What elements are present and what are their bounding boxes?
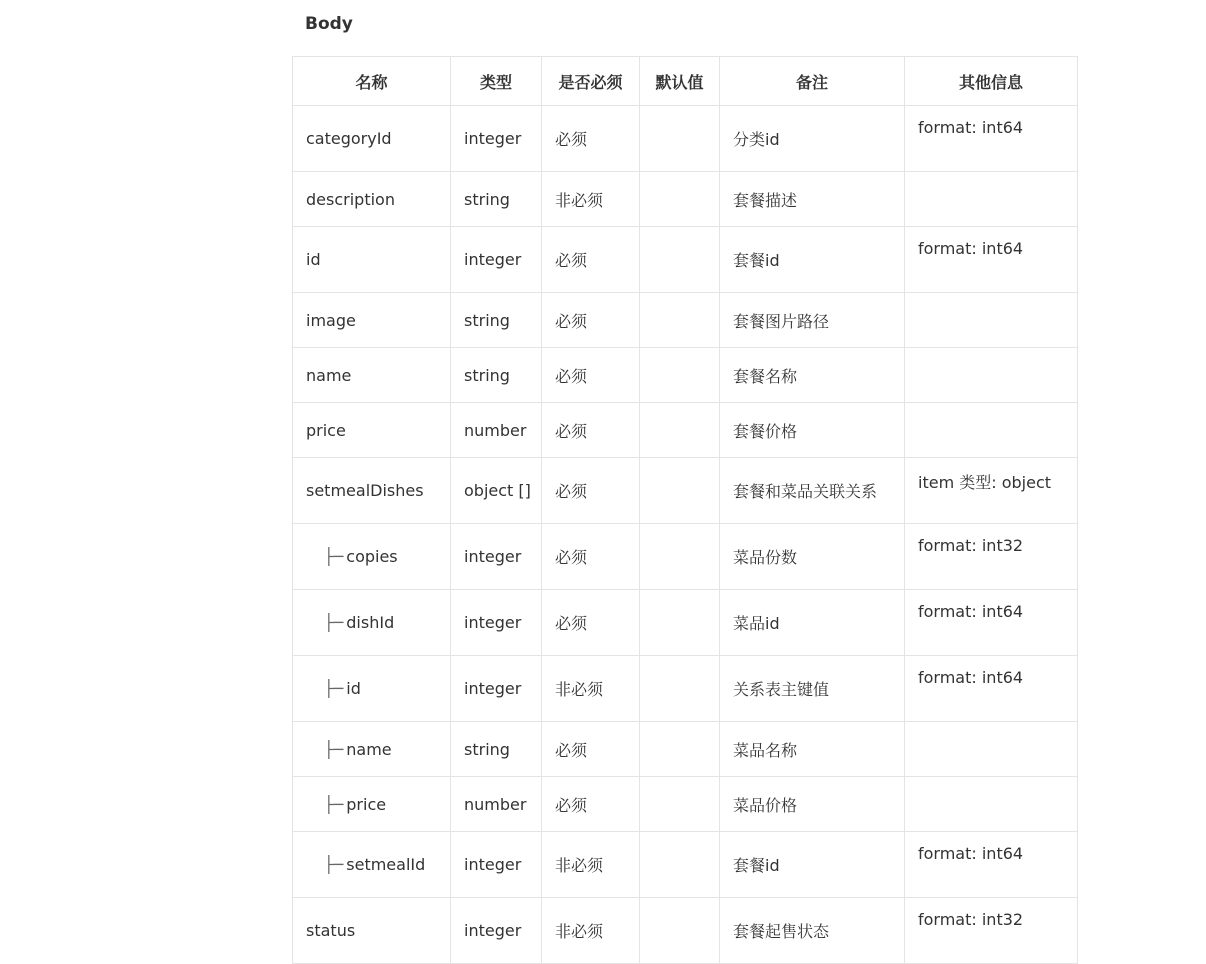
field-type-cell: integer: [451, 227, 542, 293]
field-name-cell: setmealDishes: [293, 458, 451, 524]
table-row: [293, 656, 1078, 722]
field-type-cell: integer: [451, 590, 542, 656]
header-required: 是否必须: [542, 57, 640, 106]
table-row: [293, 293, 1078, 348]
field-note-cell: 分类id: [720, 106, 905, 172]
field-default-cell: [640, 403, 720, 458]
field-default-cell: [640, 458, 720, 524]
field-default-cell: [640, 172, 720, 227]
table-row: [293, 106, 1078, 172]
field-note-cell: 菜品份数: [720, 524, 905, 590]
section-title: Body: [305, 14, 353, 34]
field-name-cell: [293, 524, 451, 590]
field-note-cell: 关系表主键值: [720, 656, 905, 722]
field-default-cell: [640, 898, 720, 964]
field-name-label: name: [346, 739, 392, 759]
field-note-cell: 菜品名称: [720, 722, 905, 777]
field-required-cell: 必须: [542, 403, 640, 458]
field-name-cell: image: [293, 293, 451, 348]
field-name-cell: description: [293, 172, 451, 227]
table-row: [293, 722, 1078, 777]
field-note-cell: 套餐描述: [720, 172, 905, 227]
field-default-cell: [640, 524, 720, 590]
header-default: 默认值: [640, 57, 720, 106]
field-default-cell: [640, 106, 720, 172]
field-type-cell: string: [451, 722, 542, 777]
field-name-label: setmealId: [346, 855, 426, 874]
tree-branch-icon: ├─: [324, 613, 344, 632]
field-name-cell: [293, 722, 451, 777]
field-name-label: price: [346, 794, 387, 814]
header-type: 类型: [451, 57, 542, 106]
field-note-cell: 套餐图片路径: [720, 293, 905, 348]
table-row: [293, 898, 1078, 964]
field-default-cell: [640, 590, 720, 656]
field-type-cell: string: [451, 348, 542, 403]
field-required-cell: 非必须: [542, 832, 640, 898]
field-extra-cell: format: int64: [905, 590, 1078, 656]
field-name-cell: [293, 590, 451, 656]
field-note-cell: 套餐价格: [720, 403, 905, 458]
field-name-cell: id: [293, 227, 451, 293]
field-name-cell: [293, 777, 451, 832]
table-row: [293, 832, 1078, 898]
table-row: [293, 172, 1078, 227]
field-type-cell: integer: [451, 524, 542, 590]
field-type-cell: integer: [451, 832, 542, 898]
field-extra-cell: [905, 172, 1078, 227]
field-extra-cell: format: int64: [905, 656, 1078, 722]
table-row: [293, 348, 1078, 403]
field-default-cell: [640, 832, 720, 898]
field-name-cell: name: [293, 348, 451, 403]
field-extra-cell: format: int64: [905, 106, 1078, 172]
table-row: [293, 227, 1078, 293]
tree-branch-icon: ├─: [324, 855, 344, 874]
field-note-cell: 套餐id: [720, 832, 905, 898]
field-name-label: copies: [346, 547, 398, 566]
field-default-cell: [640, 777, 720, 832]
field-note-cell: 套餐起售状态: [720, 898, 905, 964]
header-extra: 其他信息: [905, 57, 1078, 106]
field-extra-cell: item 类型: object: [905, 458, 1078, 524]
field-type-cell: integer: [451, 898, 542, 964]
field-default-cell: [640, 722, 720, 777]
field-required-cell: 必须: [542, 348, 640, 403]
field-required-cell: 非必须: [542, 172, 640, 227]
tree-branch-icon: ├─: [324, 794, 344, 814]
field-type-cell: string: [451, 172, 542, 227]
header-name: 名称: [293, 57, 451, 106]
params-table: [292, 56, 1078, 964]
field-extra-cell: format: int64: [905, 227, 1078, 293]
table-row: [293, 777, 1078, 832]
field-extra-cell: [905, 293, 1078, 348]
field-name-cell: [293, 832, 451, 898]
field-type-cell: integer: [451, 656, 542, 722]
field-required-cell: 必须: [542, 293, 640, 348]
table-row: [293, 458, 1078, 524]
tree-branch-icon: ├─: [324, 679, 344, 698]
field-required-cell: 必须: [542, 590, 640, 656]
field-note-cell: 菜品价格: [720, 777, 905, 832]
field-required-cell: 非必须: [542, 656, 640, 722]
field-extra-cell: [905, 403, 1078, 458]
table-row: [293, 524, 1078, 590]
field-type-cell: object []: [451, 458, 542, 524]
field-note-cell: 套餐名称: [720, 348, 905, 403]
field-extra-cell: format: int64: [905, 832, 1078, 898]
field-required-cell: 必须: [542, 524, 640, 590]
field-default-cell: [640, 656, 720, 722]
field-default-cell: [640, 227, 720, 293]
field-extra-cell: [905, 777, 1078, 832]
field-required-cell: 必须: [542, 227, 640, 293]
tree-branch-icon: ├─: [324, 547, 344, 566]
field-name-cell: price: [293, 403, 451, 458]
field-name-cell: status: [293, 898, 451, 964]
field-extra-cell: format: int32: [905, 524, 1078, 590]
field-type-cell: integer: [451, 106, 542, 172]
field-type-cell: number: [451, 403, 542, 458]
table-row: [293, 403, 1078, 458]
field-required-cell: 必须: [542, 722, 640, 777]
field-required-cell: 必须: [542, 777, 640, 832]
field-name-label: dishId: [346, 613, 395, 632]
field-extra-cell: format: int32: [905, 898, 1078, 964]
field-name-cell: categoryId: [293, 106, 451, 172]
field-extra-cell: [905, 348, 1078, 403]
field-default-cell: [640, 348, 720, 403]
field-note-cell: 套餐id: [720, 227, 905, 293]
field-extra-cell: [905, 722, 1078, 777]
field-type-cell: number: [451, 777, 542, 832]
field-required-cell: 必须: [542, 458, 640, 524]
table-header-row: [293, 57, 1078, 106]
header-note: 备注: [720, 57, 905, 106]
field-default-cell: [640, 293, 720, 348]
tree-branch-icon: ├─: [324, 739, 344, 759]
field-name-label: id: [346, 679, 361, 698]
field-note-cell: 套餐和菜品关联关系: [720, 458, 905, 524]
field-note-cell: 菜品id: [720, 590, 905, 656]
field-required-cell: 必须: [542, 106, 640, 172]
field-type-cell: string: [451, 293, 542, 348]
table-row: [293, 590, 1078, 656]
field-required-cell: 非必须: [542, 898, 640, 964]
field-name-cell: [293, 656, 451, 722]
